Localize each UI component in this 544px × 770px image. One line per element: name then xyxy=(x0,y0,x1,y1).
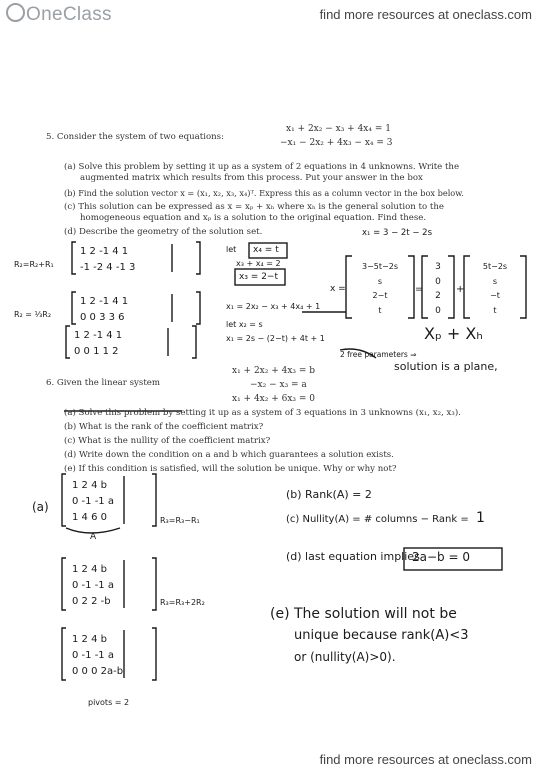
page-header xyxy=(0,0,544,28)
problem5-part-a-line1: (a) Solve this problem by setting it up as a system of 2 equations in 4 unknowns. Write the xyxy=(64,162,460,172)
problem5-eq2: −x₁ − 2x₂ + 4x₃ − x₄ = 3 xyxy=(280,138,393,148)
vec-entry-4: t xyxy=(378,305,382,315)
problem5-part-a-line2: augmented matrix which results from this process. Put your answer in the box xyxy=(80,173,423,183)
problem6-part-d: (d) Write down the condition on a and b which guarantees a solution exists. xyxy=(64,450,394,460)
answer-e-line1: (e) The solution will not be xyxy=(270,606,457,622)
plane-note: solution is a plane, xyxy=(394,360,498,373)
footer-resources-link[interactable]: find more resources at oneclass.com xyxy=(319,752,532,767)
problem6-eq1: x₁ + 2x₂ + 4x₃ = b xyxy=(232,366,316,376)
oneclass-logo[interactable] xyxy=(6,3,112,26)
logo-circle-icon xyxy=(6,3,25,22)
problem6-part-a: (a) Solve this problem by setting it up as a system of 3 equations in 3 unknowns (x₁, x₂, x₃). xyxy=(64,408,461,418)
m2-r2: 0 0 3 3 6 xyxy=(80,312,125,323)
answer-e-line2: unique because rank(A)<3 xyxy=(294,628,469,643)
x4-boxed: x₄ = t xyxy=(253,245,279,255)
page-footer xyxy=(0,748,544,770)
matrix-entries xyxy=(72,246,135,677)
problem6-part-b: (b) What is the rank of the coefficient matrix? xyxy=(64,422,264,432)
vh-3: −t xyxy=(490,291,500,300)
problem6-part-c: (c) What is the nullity of the coefficient matrix? xyxy=(64,436,271,446)
answer-c-value: 1 xyxy=(476,510,485,526)
p6m1-r2: 0 -1 -1 a xyxy=(72,496,114,507)
problem5-eq1: x₁ + 2x₂ − x₃ + 4x₄ = 1 xyxy=(286,124,391,134)
problem6-part-e: (e) If this condition is satisfied, will the solution be unique. Why or why not? xyxy=(64,464,397,474)
x1-equation: x₁ = 2x₂ − x₃ + 4x₄ + 1 xyxy=(226,302,321,311)
answer-b: (b) Rank(A) = 2 xyxy=(286,488,372,501)
matrix-a-label: A xyxy=(90,532,97,542)
vector-x-label: x = xyxy=(330,284,346,294)
xp-plus-xh: Xₚ + Xₕ xyxy=(424,324,483,343)
solution-vector xyxy=(354,260,406,318)
row-op-2: R₂ = ⅓R₂ xyxy=(14,310,52,319)
vp-3: 2 xyxy=(435,291,441,301)
particular-vector xyxy=(428,260,448,318)
m1-r2: -1 -2 4 -1 3 xyxy=(80,262,136,273)
logo-text: OneClass xyxy=(26,4,112,25)
let-x4-label: let xyxy=(226,245,237,254)
p6m2-r1: 1 2 4 b xyxy=(72,564,107,575)
x1-result: x₁ = 3 − 2t − 2s xyxy=(362,228,433,238)
m3-r2: 0 0 1 1 2 xyxy=(74,346,119,357)
vh-2: s xyxy=(492,276,498,286)
answer-d: (d) last equation implies xyxy=(286,550,420,563)
problem6-eq3: x₁ + 4x₂ + 6x₃ = 0 xyxy=(232,394,316,404)
vp-1: 3 xyxy=(435,262,441,272)
free-params-note: 2 free parameters ⇒ xyxy=(340,350,417,359)
m1-r1: 1 2 -1 4 1 xyxy=(80,246,129,257)
problem5-part-d: (d) Describe the geometry of the solution set. xyxy=(64,227,263,237)
p6m1-r3: 1 4 6 0 xyxy=(72,512,107,523)
vh-1: 5t−2s xyxy=(482,262,508,271)
p6m2-r2: 0 -1 -1 a xyxy=(72,580,114,591)
row-op-r3: R₃=R₃−R₁ xyxy=(160,516,200,525)
problem5-part-c-line1: (c) This solution can be expressed as x = xₚ + xₕ where xₕ is the general solution to the xyxy=(64,202,444,212)
vec-entry-1: 3−5t−2s xyxy=(362,262,398,271)
problem6-intro: 6. Given the linear system xyxy=(46,378,161,388)
m3-r1: 1 2 -1 4 1 xyxy=(74,330,123,341)
answer-c: (c) Nullity(A) = # columns − Rank = xyxy=(286,514,469,525)
problem5-part-c-line2: homogeneous equation and xₚ is a solution to the original equation. Find these. xyxy=(80,213,427,223)
vp-4: 0 xyxy=(435,305,441,316)
answer-a-label: (a) xyxy=(32,500,49,514)
problem6-eq2: −x₂ − x₃ = a xyxy=(250,380,307,390)
homogeneous-vector xyxy=(470,260,520,318)
p6m3-r3: 0 0 0 2a-b xyxy=(72,666,124,677)
row-op-1: R₂=R₂+R₁ xyxy=(14,260,54,269)
let-x2: let x₂ = s xyxy=(226,320,263,329)
x1-substitution: x₁ = 2s − (2−t) + 4t + 1 xyxy=(226,334,325,343)
vp-2: 0 xyxy=(435,276,441,287)
scanned-page: 5. Consider the system of two equations: x₁ + 2x₂ − x₃ + 4x₄ = 1 −x₁ − 2x₂ + 4x₃ − x₄ = 3 (a) Solve this problem by setting it up as a system of 2 equations in 4 unknowns. Write the augmented matrix which results from this process. Put your answer in the box (b) Find the solution vector x = (x₁, x₂, x₃, x₄)ᵀ. Express this as a column vector in the box below. (c) This solution can be expressed as x = xₚ + xₕ where xₕ is the general solution to the homogeneous equation and xₚ is a solution to the original equation. Find these. (d) Describe the geometry of the solution set. 1 2 -1 4 1 -1 -2 4 -1 3 1 2 -1 4 1 0 0 3 3 6 1 2 -1 4 1 0 0 1 1 2 1 2 4 b 0 -1 -1 a 1 4 6 0 1 2 4 b 0 -1 -1 a 0 2 2 -b 1 2 4 b 0 -1 -1 a 0 0 0 2a-b R₂=R₂+R₁ R₂ = ⅓R₂ let x₄ = t x₃ + x₄ = 2 x₃ = 2−t x₁ = 2x₂ − x₃ + 4x₄ + 1 let x₂ = s x₁ = 2s − (2−t) + 4t + 1 x₁ = 3 − 2t − 2s x = 3−5t−2s s 2−t t = 3 0 2 0 + 5t−2s s −t t Xₚ + Xₕ 2 free parameters ⇒ solution is a plane, 6. Given the linear system x₁ + 2x₂ + 4x₃ = b −x₂ − x₃ = a x₁ + 4x₂ + 6x₃ = 0 (a) Solve this problem by setting it up as a system of 3 equations in 3 unknowns (x₁, x₂, x₃). (b) What is the rank of the coefficient matrix? (c) What is the nullity of the coefficient matrix? (d) Write down the condition on a and b which guarantees a solution exists. (e) If this condition is satisfied, will the solution be unique. Why or why not? (a) A R₃=R₃−R₁ R₃=R₃+2R₂ pivots = 2 (b) Rank(A) = 2 (c) Nullity(A) = # columns − Rank = 1 (d) last equation implies 2a−b = 0 (e) The solution will not be unique because rank(A)<3 or (nullity(A)>0). xyxy=(0,28,544,770)
p6m3-r2: 0 -1 -1 a xyxy=(72,650,114,661)
vec-entry-3: 2−t xyxy=(372,291,388,300)
p6m2-r3: 0 2 2 -b xyxy=(72,596,111,607)
m2-r1: 1 2 -1 4 1 xyxy=(80,296,129,307)
vec-entry-2: s xyxy=(377,276,383,286)
answer-e-line3: or (nullity(A)>0). xyxy=(294,650,396,664)
problem5-part-b: (b) Find the solution vector x = (x₁, x₂, x₃, x₄)ᵀ. Express this as a column vector in the box below. xyxy=(64,188,464,198)
problem5-intro: 5. Consider the system of two equations: xyxy=(46,132,224,142)
pivots-note: pivots = 2 xyxy=(88,698,130,707)
row-op-r3b: R₃=R₃+2R₂ xyxy=(160,598,205,607)
header-resources-link[interactable]: find more resources at oneclass.com xyxy=(319,7,532,22)
x3-boxed: x₃ = 2−t xyxy=(239,272,278,282)
p6m1-r1: 1 2 4 b xyxy=(72,480,107,491)
answer-d-boxed: 2a−b = 0 xyxy=(412,550,470,564)
vh-4: t xyxy=(493,305,497,315)
x3-equation: x₃ + x₄ = 2 xyxy=(236,259,281,268)
p6m3-r1: 1 2 4 b xyxy=(72,634,107,645)
